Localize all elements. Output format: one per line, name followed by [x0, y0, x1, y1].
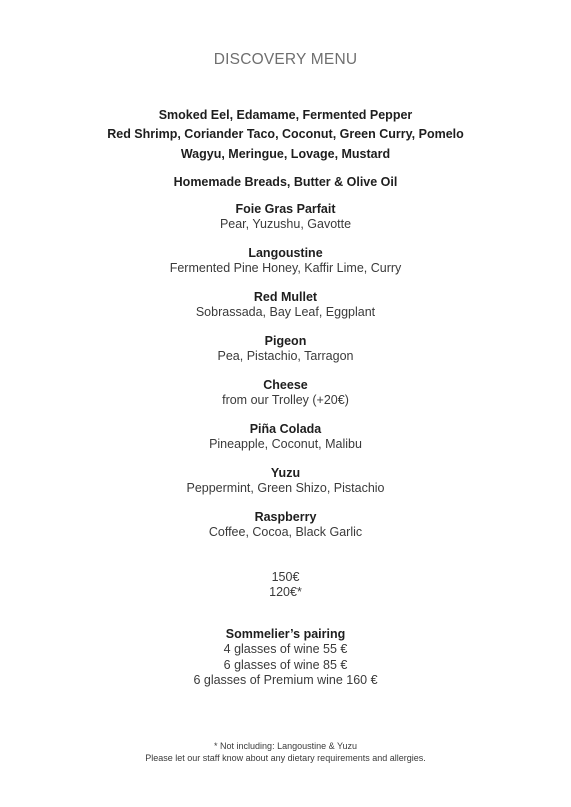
course-name: Yuzu — [270, 466, 301, 480]
course-name: Pigeon — [264, 334, 307, 348]
price-reduced: 120€* — [269, 585, 302, 599]
course-item — [0, 378, 571, 422]
amuse-bouche-item: Red Shrimp, Coriander Taco, Coconut, Green Curry, Pomelo — [107, 127, 464, 142]
amuse-bouche-list — [0, 106, 571, 164]
course-item — [0, 290, 571, 334]
course-description: Pea, Pistachio, Tarragon — [217, 349, 354, 363]
pairing-option: 4 glasses of wine 55 € — [223, 642, 348, 657]
pairing-block — [0, 627, 571, 688]
price-block — [0, 570, 571, 600]
breads-line: Homemade Breads, Butter & Olive Oil — [173, 175, 398, 189]
course-item — [0, 202, 571, 246]
footer-notes — [0, 740, 571, 764]
footer-note: * Not including: Langoustine & Yuzu — [214, 741, 357, 751]
amuse-bouche-item: Smoked Eel, Edamame, Fermented Pepper — [158, 108, 413, 122]
course-description: Fermented Pine Honey, Kaffir Lime, Curry — [169, 261, 402, 275]
course-name: Piña Colada — [249, 422, 322, 436]
pairing-option: 6 glasses of Premium wine 160 € — [193, 672, 378, 687]
course-item — [0, 246, 571, 290]
course-name: Foie Gras Parfait — [235, 202, 336, 216]
course-item — [0, 334, 571, 378]
course-description: Peppermint, Green Shizo, Pistachio — [186, 481, 385, 495]
menu-title: DISCOVERY MENU — [213, 51, 358, 68]
price-full: 150€ — [271, 570, 300, 584]
course-item — [0, 466, 571, 510]
course-name: Langoustine — [248, 246, 323, 260]
pairing-option: 6 glasses of wine 85 € — [223, 657, 348, 672]
course-description: Sobrassada, Bay Leaf, Eggplant — [195, 305, 376, 319]
course-description: from our Trolley (+20€) — [222, 393, 349, 407]
course-name: Red Mullet — [253, 290, 318, 304]
course-name: Raspberry — [254, 510, 317, 524]
course-description: Pear, Yuzushu, Gavotte — [219, 217, 352, 231]
course-name: Cheese — [263, 378, 308, 392]
course-description: Pineapple, Coconut, Malibu — [209, 437, 362, 451]
course-description: Coffee, Cocoa, Black Garlic — [208, 525, 363, 539]
course-item — [0, 510, 571, 554]
course-list — [0, 202, 571, 554]
course-item — [0, 422, 571, 466]
footer-allergies: Please let our staff know about any dietary requirements and allergies. — [145, 753, 426, 763]
pairing-title: Sommelier’s pairing — [225, 627, 346, 641]
amuse-bouche-item: Wagyu, Meringue, Lovage, Mustard — [180, 146, 391, 161]
